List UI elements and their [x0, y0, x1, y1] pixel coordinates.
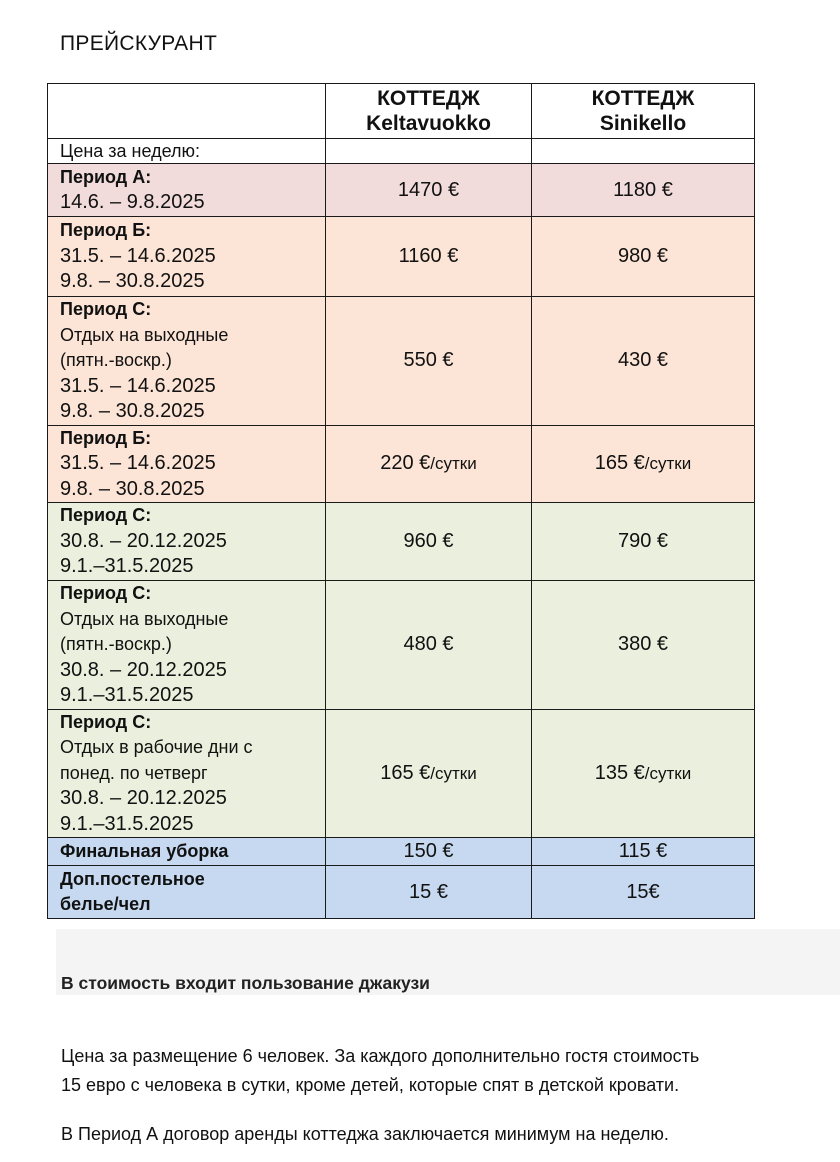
price-keltavuokko: [326, 425, 532, 503]
table-row: [48, 581, 755, 710]
price-sinikello: 430 €: [532, 297, 755, 426]
guests-note: [61, 1042, 831, 1100]
price-amount: 220 €: [380, 452, 431, 475]
period-label-cell: [48, 581, 326, 710]
price-sinikello: 115 €: [532, 838, 755, 866]
price-unit: /сутки: [430, 454, 477, 474]
period-line: 9.1.–31.5.2025: [60, 555, 194, 578]
price-sinikello: 1180 €: [532, 164, 755, 217]
period-line: 30.8. – 20.12.2025: [60, 658, 227, 681]
price-sinikello: 380 €: [532, 581, 755, 710]
table-row-cleaning: [48, 838, 755, 866]
subheader-row: [48, 139, 755, 164]
column-header-line2: Keltavuokko: [366, 112, 491, 135]
period-label-cell: [48, 164, 326, 217]
subheader-cell: Цена за неделю:: [48, 139, 326, 164]
cleaning-label: Финальная уборка: [60, 840, 229, 861]
price-sinikello: 15€: [532, 866, 755, 919]
guests-note-line1: Цена за размещение 6 человек. За каждого дополнительно гостя стоимость: [61, 1046, 700, 1066]
period-label-cell: [48, 425, 326, 503]
price-keltavuokko: 150 €: [326, 838, 532, 866]
price-unit: /сутки: [644, 763, 692, 783]
jacuzzi-note: В стоимость входит пользование джакузи: [61, 973, 430, 993]
column-header-line2: Sinikello: [599, 112, 687, 135]
period-line: 14.6. – 9.8.2025: [60, 191, 205, 213]
table-row: [48, 425, 755, 503]
price-amount: 135 €: [594, 761, 645, 784]
price-unit: /сутки: [644, 454, 692, 474]
price-sinikello: [532, 709, 755, 838]
period-label-cell: [48, 297, 326, 426]
table-row: [48, 217, 755, 297]
period-line: (пятн.-воскр.): [60, 634, 172, 654]
price-table: [47, 83, 755, 919]
period-line: (пятн.-воскр.): [60, 350, 172, 370]
price-keltavuokko: 15 €: [326, 866, 532, 919]
table-row-linen: [48, 866, 755, 919]
column-header-line1: КОТТЕДЖ: [591, 87, 695, 110]
table-row: [48, 709, 755, 838]
period-heading: Период C:: [60, 299, 152, 319]
price-sinikello: [532, 425, 755, 503]
period-label-cell: [48, 217, 326, 297]
price-sinikello: 980 €: [532, 217, 755, 297]
price-sinikello: 790 €: [532, 503, 755, 581]
linen-label-line2: белье/чел: [60, 894, 151, 914]
subheader-empty-cell: [532, 139, 755, 164]
period-line: Отдых на выходные: [60, 324, 229, 345]
period-heading: Период А:: [60, 166, 152, 187]
price-keltavuokko: 1160 €: [326, 217, 532, 297]
period-line: Отдых на выходные: [60, 608, 229, 629]
period-label-cell: [48, 503, 326, 581]
price-keltavuokko: [326, 709, 532, 838]
table-header-row: [48, 84, 755, 139]
period-line: 9.1.–31.5.2025: [60, 684, 194, 706]
header-empty-cell: [48, 84, 326, 139]
page-title: ПРЕЙСКУРАНТ: [60, 32, 218, 55]
period-line: 30.8. – 20.12.2025: [60, 529, 227, 552]
price-amount: 165 €: [380, 761, 431, 784]
column-header-line1: КОТТЕДЖ: [377, 87, 480, 110]
column-header-keltavuokko: [326, 84, 532, 139]
period-line: 9.8. – 30.8.2025: [60, 270, 205, 293]
table-row: [48, 503, 755, 581]
minimum-stay-note: В Период А договор аренды коттеджа заключается минимум на неделю.: [61, 1124, 669, 1144]
period-line: 9.8. – 30.8.2025: [60, 400, 205, 422]
linen-label-cell: [48, 866, 326, 919]
period-line: 31.5. – 14.6.2025: [60, 244, 216, 267]
table-row: [48, 164, 755, 217]
period-line: 9.8. – 30.8.2025: [60, 477, 205, 500]
price-unit: /сутки: [430, 763, 477, 783]
period-heading: Период C:: [60, 505, 152, 526]
price-keltavuokko: 550 €: [326, 297, 532, 426]
period-line: 31.5. – 14.6.2025: [60, 374, 216, 397]
period-line: 31.5. – 14.6.2025: [60, 452, 216, 474]
price-keltavuokko: 960 €: [326, 503, 532, 581]
cleaning-label-cell: [48, 838, 326, 866]
period-heading: Период C:: [60, 583, 152, 603]
period-label-cell: [48, 709, 326, 838]
period-line: 9.1.–31.5.2025: [60, 812, 194, 835]
price-keltavuokko: 1470 €: [326, 164, 532, 217]
period-heading: Период C:: [60, 711, 152, 732]
subheader-empty-cell: [326, 139, 532, 164]
linen-label-line1: Доп.постельное: [60, 868, 205, 889]
period-heading: Период Б:: [60, 220, 152, 241]
period-line: Отдых в рабочие дни с: [60, 737, 253, 757]
period-line: понед. по четверг: [60, 762, 208, 783]
column-header-sinikello: [532, 84, 755, 139]
guests-note-line2: 15 евро с человека в сутки, кроме детей, которые спят в детской кровати.: [61, 1075, 680, 1095]
price-keltavuokko: 480 €: [326, 581, 532, 710]
table-row: [48, 297, 755, 426]
period-heading: Период Б:: [60, 427, 152, 448]
period-line: 30.8. – 20.12.2025: [60, 787, 227, 809]
price-amount: 165 €: [594, 452, 645, 475]
